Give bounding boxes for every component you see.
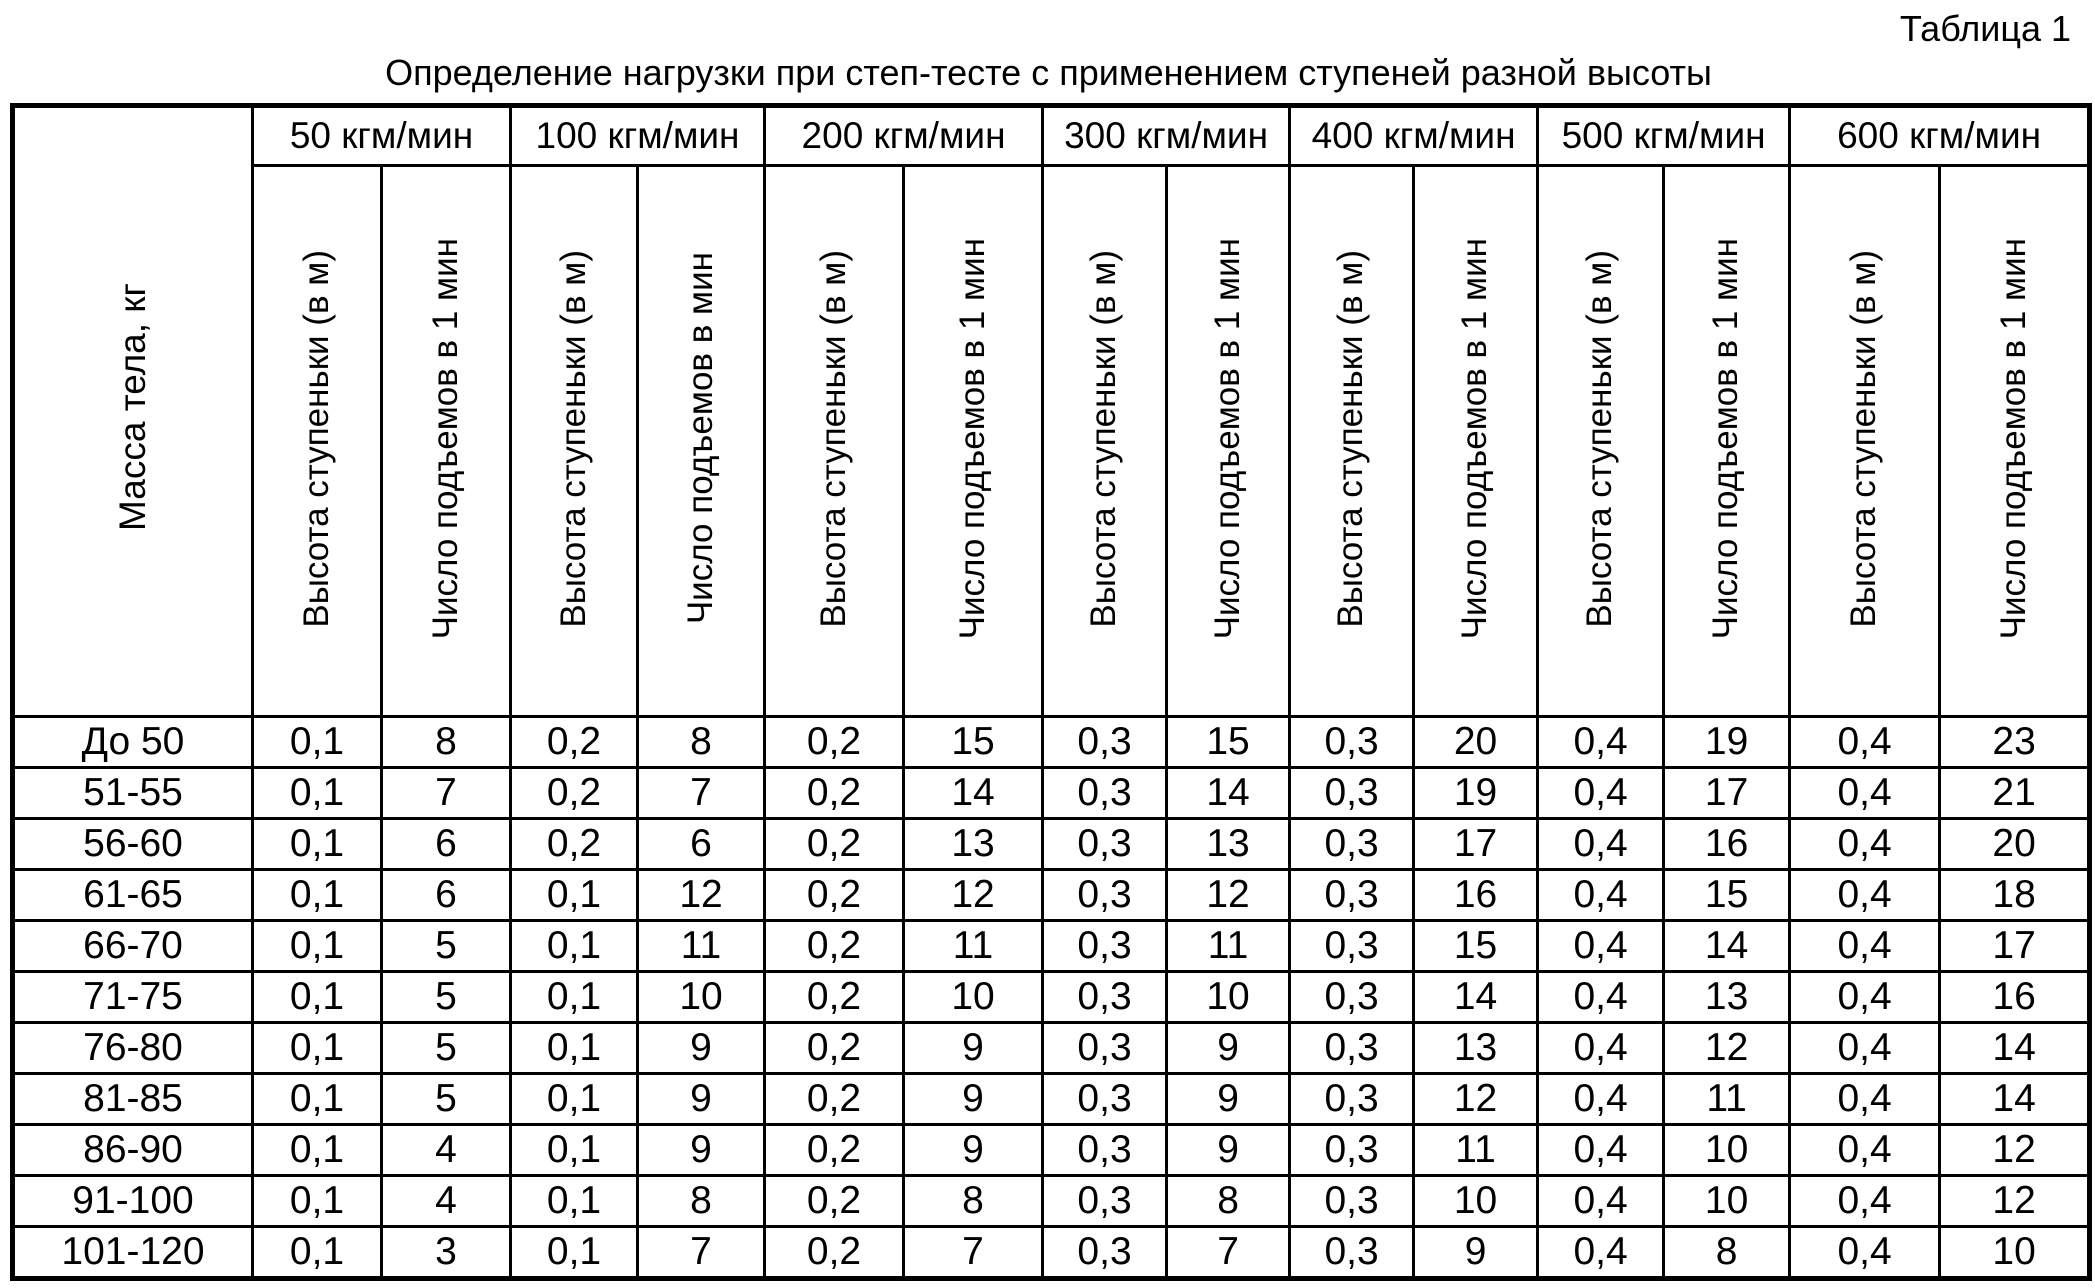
climbs-count-cell: 10 [1664,1176,1790,1227]
climbs-count-cell: 6 [638,819,765,870]
step-height-cell: 0,3 [1290,870,1414,921]
step-height-cell: 0,4 [1790,921,1940,972]
climbs-count-cell: 5 [382,1074,511,1125]
climbs-count-cell: 11 [1664,1074,1790,1125]
climbs-count-cell: 18 [1940,870,2090,921]
climbs-count-cell: 14 [1167,768,1290,819]
climbs-count-cell: 7 [638,1227,765,1279]
step-height-cell: 0,4 [1538,717,1664,768]
climbs-subheader-cell [1940,166,2090,717]
climbs-subheader-cell [1167,166,1290,717]
step-height-cell: 0,1 [253,870,382,921]
climbs-count-cell: 19 [1664,717,1790,768]
step-height-cell: 0,3 [1290,819,1414,870]
step-height-cell: 0,1 [253,921,382,972]
climbs-count-cell: 12 [904,870,1043,921]
group-header-600: 600 кгм/мин [1790,106,2090,166]
mass-range-cell: 76-80 [13,1023,253,1074]
climbs-count-cell: 12 [1414,1074,1538,1125]
step-height-cell: 0,2 [765,921,904,972]
climbs-count-cell: 10 [1664,1125,1790,1176]
climbs-count-cell: 12 [1664,1023,1790,1074]
height-subheader-label: Высота ступеньки (в м) [813,249,853,628]
climbs-count-cell: 12 [1940,1125,2090,1176]
climbs-count-cell: 10 [638,972,765,1023]
climbs-subheader-label: Число подъемов в 1 мин [1706,237,1746,640]
step-height-cell: 0,4 [1790,1125,1940,1176]
height-subheader-label: Высота ступеньки (в м) [1580,249,1620,628]
climbs-count-cell: 9 [904,1125,1043,1176]
climbs-count-cell: 9 [904,1074,1043,1125]
climbs-count-cell: 13 [1664,972,1790,1023]
climbs-count-cell: 20 [1414,717,1538,768]
step-height-cell: 0,4 [1790,870,1940,921]
climbs-count-cell: 16 [1664,819,1790,870]
step-height-cell: 0,1 [253,972,382,1023]
climbs-count-cell: 14 [1940,1023,2090,1074]
step-height-cell: 0,3 [1043,819,1167,870]
climbs-subheader-cell [638,166,765,717]
step-height-cell: 0,3 [1043,1227,1167,1279]
climbs-subheader-label: Число подъемов в 1 мин [1993,237,2033,640]
height-subheader-label: Высота ступеньки (в м) [1331,249,1371,628]
group-header-500: 500 кгм/мин [1538,106,1790,166]
group-header-400: 400 кгм/мин [1290,106,1538,166]
step-height-cell: 0,2 [765,768,904,819]
table-number-label: Таблица 1 [1899,8,2071,49]
climbs-count-cell: 14 [1940,1074,2090,1125]
climbs-subheader-label: Число подъемов в 1 мин [1455,237,1495,640]
step-height-cell: 0,3 [1043,921,1167,972]
climbs-subheader-cell [904,166,1043,717]
climbs-count-cell: 6 [382,870,511,921]
climbs-count-cell: 11 [1414,1125,1538,1176]
mass-header-label: Масса тела, кг [111,283,153,531]
mass-range-cell: 51-55 [13,768,253,819]
table-row [13,819,2090,870]
step-height-cell: 0,1 [511,1023,638,1074]
table-row [13,768,2090,819]
table-row [13,921,2090,972]
step-height-cell: 0,2 [765,717,904,768]
mass-range-cell: 81-85 [13,1074,253,1125]
subheader-row [13,166,2090,717]
step-height-cell: 0,1 [253,819,382,870]
table-body [13,717,2090,1279]
step-height-cell: 0,3 [1043,1074,1167,1125]
step-test-table [10,103,2092,1281]
group-header-100: 100 кгм/мин [511,106,765,166]
climbs-count-cell: 17 [1940,921,2090,972]
table-row [13,1176,2090,1227]
height-subheader-cell [1290,166,1414,717]
table-row [13,717,2090,768]
table-row [13,870,2090,921]
climbs-count-cell: 9 [904,1023,1043,1074]
height-subheader-label: Высота ступеньки (в м) [296,249,336,628]
mass-range-cell: 86-90 [13,1125,253,1176]
group-header-200: 200 кгм/мин [765,106,1043,166]
climbs-count-cell: 16 [1414,870,1538,921]
climbs-count-cell: 11 [904,921,1043,972]
climbs-count-cell: 9 [1167,1125,1290,1176]
step-height-cell: 0,4 [1790,1074,1940,1125]
climbs-count-cell: 9 [1167,1074,1290,1125]
climbs-count-cell: 15 [1664,870,1790,921]
climbs-count-cell: 7 [638,768,765,819]
climbs-count-cell: 12 [1940,1176,2090,1227]
step-height-cell: 0,1 [511,1227,638,1279]
climbs-count-cell: 5 [382,921,511,972]
climbs-count-cell: 8 [382,717,511,768]
step-height-cell: 0,3 [1043,870,1167,921]
step-height-cell: 0,2 [511,717,638,768]
height-subheader-label: Высота ступеньки (в м) [1084,249,1124,628]
step-height-cell: 0,1 [253,1074,382,1125]
table-row [13,1023,2090,1074]
table-row [13,972,2090,1023]
climbs-count-cell: 9 [638,1125,765,1176]
table-header [13,106,2090,717]
step-height-cell: 0,1 [253,1125,382,1176]
climbs-subheader-cell [1414,166,1538,717]
step-height-cell: 0,3 [1290,1074,1414,1125]
step-height-cell: 0,1 [511,870,638,921]
step-height-cell: 0,3 [1290,1176,1414,1227]
climbs-count-cell: 19 [1414,768,1538,819]
climbs-count-cell: 17 [1664,768,1790,819]
climbs-count-cell: 14 [1664,921,1790,972]
step-height-cell: 0,3 [1043,768,1167,819]
step-height-cell: 0,3 [1290,768,1414,819]
height-subheader-cell [511,166,638,717]
climbs-count-cell: 10 [904,972,1043,1023]
climbs-count-cell: 12 [638,870,765,921]
step-height-cell: 0,1 [511,1176,638,1227]
step-height-cell: 0,4 [1790,1227,1940,1279]
step-height-cell: 0,3 [1290,1125,1414,1176]
climbs-count-cell: 8 [904,1176,1043,1227]
step-height-cell: 0,3 [1290,1023,1414,1074]
step-height-cell: 0,1 [511,972,638,1023]
climbs-count-cell: 20 [1940,819,2090,870]
step-height-cell: 0,2 [765,1176,904,1227]
climbs-count-cell: 9 [1414,1227,1538,1279]
group-header-row [13,106,2090,166]
height-subheader-cell [1790,166,1940,717]
step-height-cell: 0,2 [765,1074,904,1125]
climbs-count-cell: 7 [382,768,511,819]
step-height-cell: 0,1 [253,1023,382,1074]
step-height-cell: 0,2 [765,1227,904,1279]
table-row [13,1125,2090,1176]
mass-header-cell [13,106,253,717]
climbs-subheader-label: Число подъемов в 1 мин [1207,237,1247,640]
climbs-count-cell: 5 [382,1023,511,1074]
group-header-50: 50 кгм/мин [253,106,511,166]
climbs-count-cell: 7 [904,1227,1043,1279]
step-height-cell: 0,2 [511,768,638,819]
step-height-cell: 0,4 [1538,1125,1664,1176]
step-height-cell: 0,2 [765,819,904,870]
step-height-cell: 0,1 [511,1074,638,1125]
step-height-cell: 0,4 [1790,1176,1940,1227]
climbs-subheader-label: Число подъемов в 1 мин [952,237,992,640]
step-height-cell: 0,3 [1043,1125,1167,1176]
climbs-count-cell: 13 [904,819,1043,870]
mass-range-cell: 101-120 [13,1227,253,1279]
climbs-subheader-cell [382,166,511,717]
step-height-cell: 0,3 [1043,1176,1167,1227]
height-subheader-cell [765,166,904,717]
climbs-count-cell: 9 [638,1023,765,1074]
step-height-cell: 0,4 [1790,717,1940,768]
step-height-cell: 0,2 [765,972,904,1023]
climbs-count-cell: 21 [1940,768,2090,819]
climbs-count-cell: 15 [1414,921,1538,972]
step-height-cell: 0,4 [1538,921,1664,972]
step-height-cell: 0,3 [1290,1227,1414,1279]
height-subheader-label: Высота ступеньки (в м) [1844,249,1884,628]
climbs-count-cell: 17 [1414,819,1538,870]
step-height-cell: 0,3 [1290,717,1414,768]
step-height-cell: 0,1 [253,1227,382,1279]
climbs-count-cell: 13 [1414,1023,1538,1074]
climbs-count-cell: 15 [904,717,1043,768]
climbs-count-cell: 8 [1167,1176,1290,1227]
climbs-count-cell: 14 [904,768,1043,819]
height-subheader-label: Высота ступеньки (в м) [553,249,593,628]
step-height-cell: 0,1 [511,1125,638,1176]
mass-range-cell: 91-100 [13,1176,253,1227]
step-height-cell: 0,2 [511,819,638,870]
table-row [13,1227,2090,1279]
climbs-count-cell: 10 [1940,1227,2090,1279]
climbs-count-cell: 16 [1940,972,2090,1023]
climbs-count-cell: 15 [1167,717,1290,768]
table-row [13,1074,2090,1125]
step-height-cell: 0,1 [253,1176,382,1227]
climbs-count-cell: 12 [1167,870,1290,921]
mass-range-cell: 66-70 [13,921,253,972]
step-height-cell: 0,1 [253,717,382,768]
climbs-count-cell: 9 [1167,1023,1290,1074]
step-height-cell: 0,4 [1538,1176,1664,1227]
climbs-count-cell: 23 [1940,717,2090,768]
step-height-cell: 0,1 [253,768,382,819]
climbs-count-cell: 13 [1167,819,1290,870]
table-caption: Определение нагрузки при степ-тесте с применением ступеней разной высоты [385,52,1712,93]
step-height-cell: 0,4 [1538,972,1664,1023]
climbs-count-cell: 14 [1414,972,1538,1023]
step-height-cell: 0,3 [1043,717,1167,768]
step-height-cell: 0,4 [1538,819,1664,870]
group-header-300: 300 кгм/мин [1043,106,1290,166]
climbs-count-cell: 6 [382,819,511,870]
step-height-cell: 0,2 [765,1125,904,1176]
climbs-count-cell: 5 [382,972,511,1023]
climbs-count-cell: 8 [1664,1227,1790,1279]
step-height-cell: 0,4 [1538,870,1664,921]
step-height-cell: 0,3 [1290,921,1414,972]
step-height-cell: 0,1 [511,921,638,972]
step-height-cell: 0,3 [1043,1023,1167,1074]
step-height-cell: 0,4 [1790,1023,1940,1074]
climbs-count-cell: 9 [638,1074,765,1125]
step-height-cell: 0,4 [1790,819,1940,870]
step-height-cell: 0,3 [1290,972,1414,1023]
step-height-cell: 0,4 [1538,1074,1664,1125]
climbs-count-cell: 11 [1167,921,1290,972]
step-height-cell: 0,4 [1790,768,1940,819]
step-height-cell: 0,4 [1538,1023,1664,1074]
climbs-count-cell: 3 [382,1227,511,1279]
climbs-count-cell: 4 [382,1125,511,1176]
height-subheader-cell [253,166,382,717]
mass-range-cell: До 50 [13,717,253,768]
step-height-cell: 0,2 [765,1023,904,1074]
climbs-subheader-label: Число подъемов в 1 мин [425,237,465,640]
mass-range-cell: 56-60 [13,819,253,870]
climbs-subheader-label: Число подъемов в мин [680,252,720,625]
height-subheader-cell [1538,166,1664,717]
step-height-cell: 0,2 [765,870,904,921]
step-height-cell: 0,4 [1538,768,1664,819]
climbs-count-cell: 10 [1167,972,1290,1023]
step-height-cell: 0,3 [1043,972,1167,1023]
climbs-count-cell: 4 [382,1176,511,1227]
mass-range-cell: 71-75 [13,972,253,1023]
climbs-subheader-cell [1664,166,1790,717]
height-subheader-cell [1043,166,1167,717]
climbs-count-cell: 11 [638,921,765,972]
climbs-count-cell: 7 [1167,1227,1290,1279]
mass-range-cell: 61-65 [13,870,253,921]
step-height-cell: 0,4 [1790,972,1940,1023]
climbs-count-cell: 10 [1414,1176,1538,1227]
climbs-count-cell: 8 [638,717,765,768]
step-height-cell: 0,4 [1538,1227,1664,1279]
climbs-count-cell: 8 [638,1176,765,1227]
